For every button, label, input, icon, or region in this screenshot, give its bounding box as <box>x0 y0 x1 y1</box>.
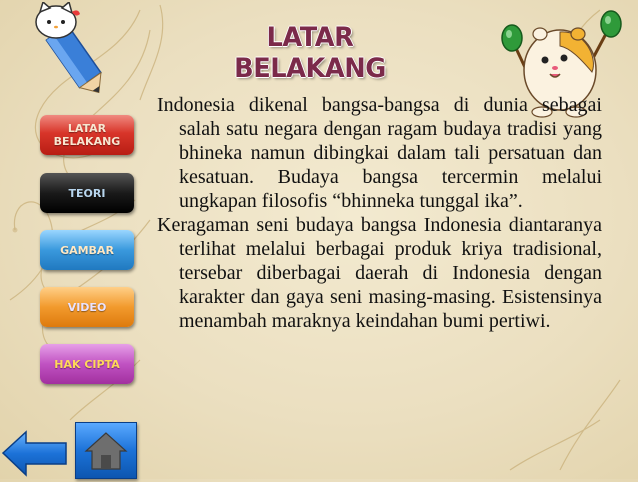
video-button[interactable] <box>40 287 134 327</box>
teori-label: TEORI <box>68 186 106 200</box>
latar-belakang-label-line2: BELAKANG <box>53 135 121 148</box>
teori-button[interactable] <box>40 173 134 213</box>
home-icon <box>84 431 128 471</box>
hak-cipta-label: HAK CIPTA <box>54 357 120 371</box>
hak-cipta-button[interactable] <box>40 344 134 384</box>
back-button[interactable] <box>2 430 68 477</box>
home-button[interactable] <box>75 422 137 479</box>
back-arrow-icon <box>2 430 68 477</box>
video-label: VIDEO <box>67 300 107 314</box>
gambar-button[interactable] <box>40 230 134 270</box>
paragraph-1: Indonesia dikenal bangsa-bangsa di dunia sebagai salah satu negara dengan ragam budaya tradisi yang bhineka namun dibingkai dalam tali persatuan dan kesatuan. Budaya bangsa tercermin melalui ungkapan filosofis “bhinneka tunggal ika”. <box>157 94 602 212</box>
page-title: LATAR BELAKANG <box>234 22 386 84</box>
cat-pencil-icon <box>28 2 118 100</box>
content-text <box>157 93 602 333</box>
paragraph-2: Keragaman seni budaya bangsa Indonesia diantaranya terlihat melalui berbagai produk kriya tradisional, tersebar diberbagai daerah di Indonesia dengan karakter dan gaya seni masing-masing. Esistensinya menambah maraknya keindahan bumi pertiwi. <box>157 214 602 332</box>
gambar-label: GAMBAR <box>60 243 114 257</box>
latar-belakang-button[interactable] <box>40 115 134 155</box>
latar-belakang-label-line1: LATAR <box>67 122 107 135</box>
